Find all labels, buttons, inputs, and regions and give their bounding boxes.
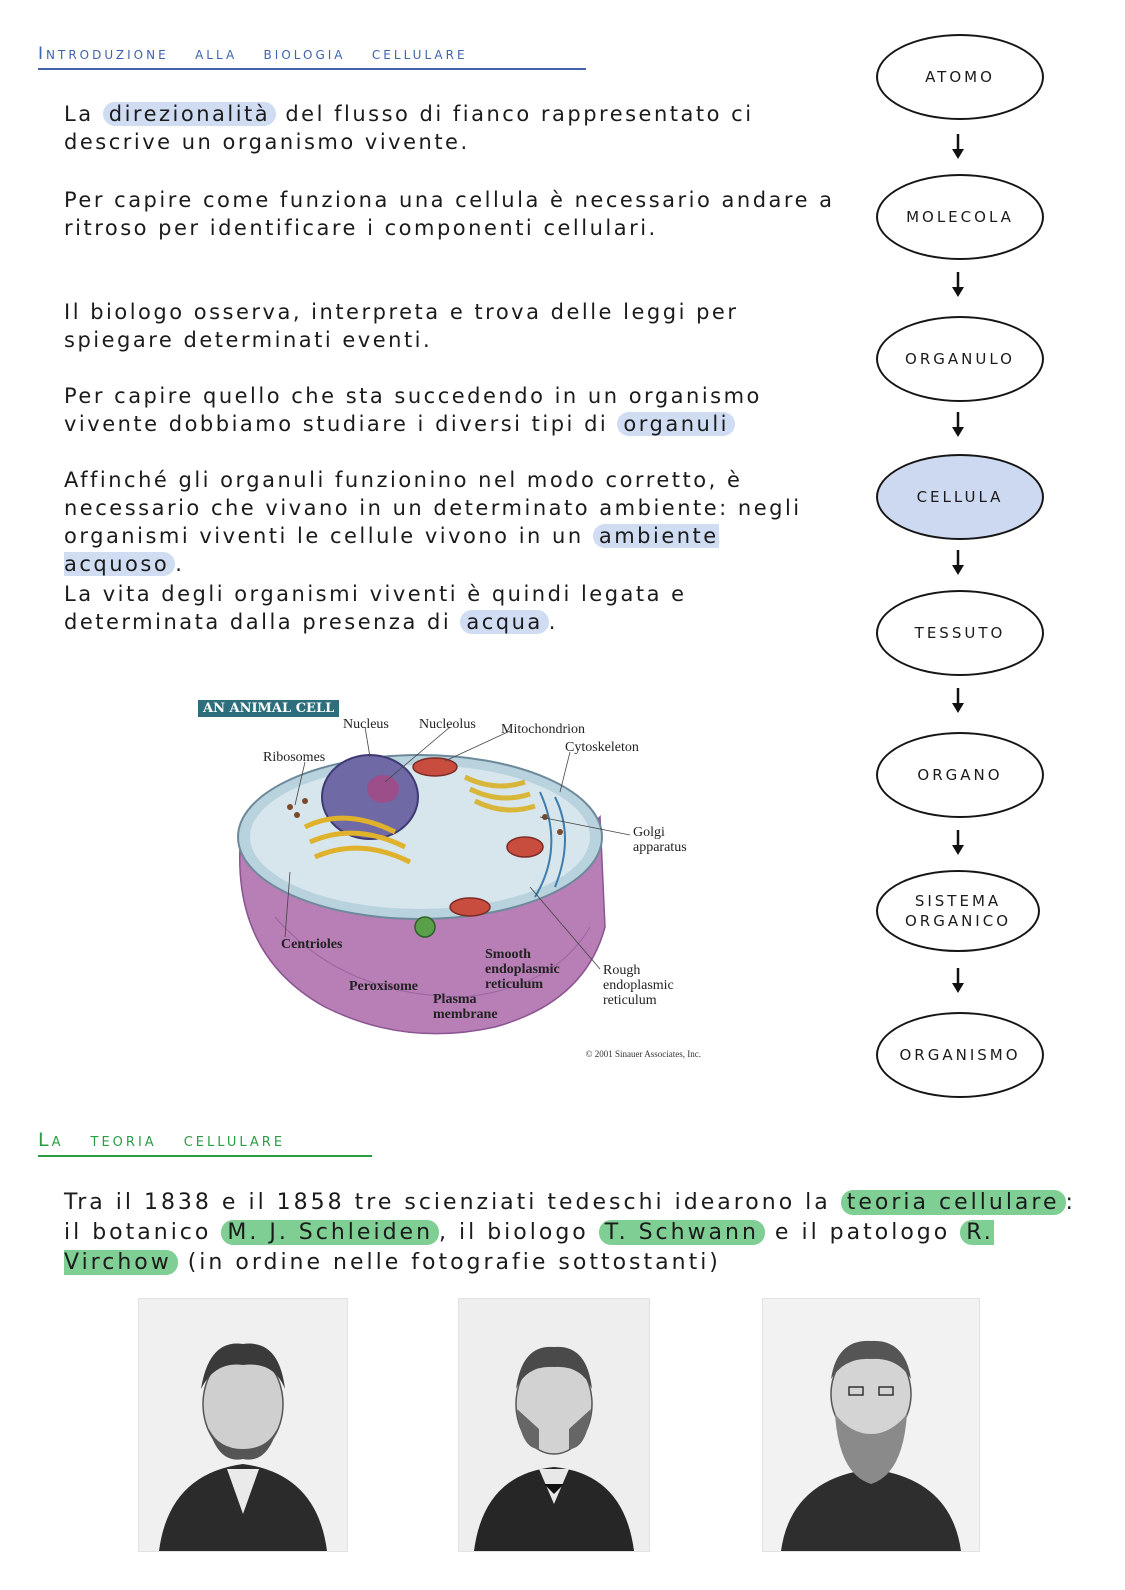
arrow-down-icon: [950, 272, 966, 298]
flow-node-cellula: CELLULA: [876, 454, 1044, 540]
flow-node-organismo: ORGANISMO: [876, 1012, 1044, 1098]
text-segment: Affinché gli organuli funzionino nel modo corretto, è necessario che vivano in un determinato ambiente: negli organismi viventi le cellule vivono in un: [64, 468, 802, 548]
flow-node-organulo: ORGANULO: [876, 316, 1044, 402]
arrow-down-icon: [950, 550, 966, 576]
label-golgi: Golgi apparatus: [633, 825, 687, 855]
figure-title: AN ANIMAL CELL: [198, 700, 339, 717]
label-cytoskeleton: Cytoskeleton: [565, 740, 639, 755]
paragraph-direzionalita: [64, 100, 844, 156]
text-segment: Per capire quello che sta succedendo in un organismo vivente dobbiamo studiare i diversi tipi di: [64, 384, 762, 436]
highlight-schwann: T. Schwann: [599, 1220, 765, 1245]
flow-node-atomo: ATOMO: [876, 34, 1044, 120]
highlight-virchow: R. Virchow: [64, 1220, 994, 1275]
highlight-organuli: organuli: [617, 412, 735, 436]
portrait-engraving: [763, 1299, 979, 1551]
highlight-teoria-cellulare: teoria cellulare: [841, 1190, 1066, 1215]
section-title-teoria: La teoria cellulare: [38, 1129, 372, 1157]
text-segment: .: [548, 610, 558, 634]
portrait-engraving: [459, 1299, 649, 1551]
label-rough-er: Rough endoplasmic reticulum: [603, 963, 674, 1008]
arrow-down-icon: [950, 134, 966, 160]
text-segment: La: [64, 102, 103, 126]
label-nucleus: Nucleus: [343, 717, 389, 732]
section-title-intro: Introduzione alla biologia cellulare: [38, 44, 586, 70]
label-centrioles: Centrioles: [281, 937, 343, 952]
highlight-direzionalita: direzionalità: [103, 102, 276, 126]
portrait-engraving: [139, 1299, 347, 1551]
text-segment: del flusso di fianco rappresentato ci descrive un organismo vivente.: [64, 102, 754, 154]
text-segment: La vita degli organismi viventi è quindi legata e determinata dalla presenza di: [64, 582, 687, 634]
paragraph-organuli: [64, 382, 844, 438]
portrait-schleiden: [138, 1298, 348, 1552]
flow-node-sistema-organico: SISTEMA ORGANICO: [876, 870, 1040, 952]
label-nucleolus: Nucleolus: [419, 717, 476, 732]
label-ribosomes: Ribosomes: [263, 750, 326, 765]
paragraph-cellula: Per capire come funziona una cellula è necessario andare a ritroso per identificare i componenti cellulari.: [64, 188, 835, 240]
text-segment: , il biologo: [439, 1220, 599, 1245]
figure-copyright: © 2001 Sinauer Associates, Inc.: [585, 1049, 701, 1059]
text-segment: : il botanico: [64, 1190, 1076, 1245]
label-peroxisome: Peroxisome: [349, 979, 418, 994]
portrait-schwann: [458, 1298, 650, 1552]
text-segment: .: [175, 552, 185, 576]
paragraph-acqua: [64, 580, 844, 636]
text-segment: Tra il 1838 e il 1858 tre scienziati tedeschi idearono la: [64, 1190, 841, 1215]
highlight-ambiente-acquoso: ambiente acquoso: [64, 524, 719, 576]
arrow-down-icon: [950, 412, 966, 438]
flow-node-molecola: MOLECOLA: [876, 174, 1044, 260]
paragraph-ambiente: [64, 466, 844, 578]
text-segment: e il patologo: [764, 1220, 961, 1245]
label-smooth-er: Smooth endoplasmic reticulum: [485, 947, 560, 992]
arrow-down-icon: [950, 688, 966, 714]
paragraph-teoria-cellulare: [64, 1188, 1104, 1278]
flow-node-tessuto: TESSUTO: [876, 590, 1044, 676]
arrow-down-icon: [950, 968, 966, 994]
animal-cell-figure: [195, 697, 707, 1065]
paragraph-biologo: Il biologo osserva, interpreta e trova delle leggi per spiegare determinati eventi.: [64, 300, 739, 352]
highlight-acqua: acqua: [460, 610, 548, 634]
flow-node-organo: ORGANO: [876, 732, 1044, 818]
portrait-virchow: [762, 1298, 980, 1552]
highlight-schleiden: M. J. Schleiden: [221, 1220, 439, 1245]
label-mitochondrion: Mitochondrion: [501, 722, 585, 737]
label-plasma-membrane: Plasma membrane: [433, 992, 498, 1022]
arrow-down-icon: [950, 830, 966, 856]
text-segment: (in ordine nelle fotografie sottostanti): [177, 1250, 721, 1275]
